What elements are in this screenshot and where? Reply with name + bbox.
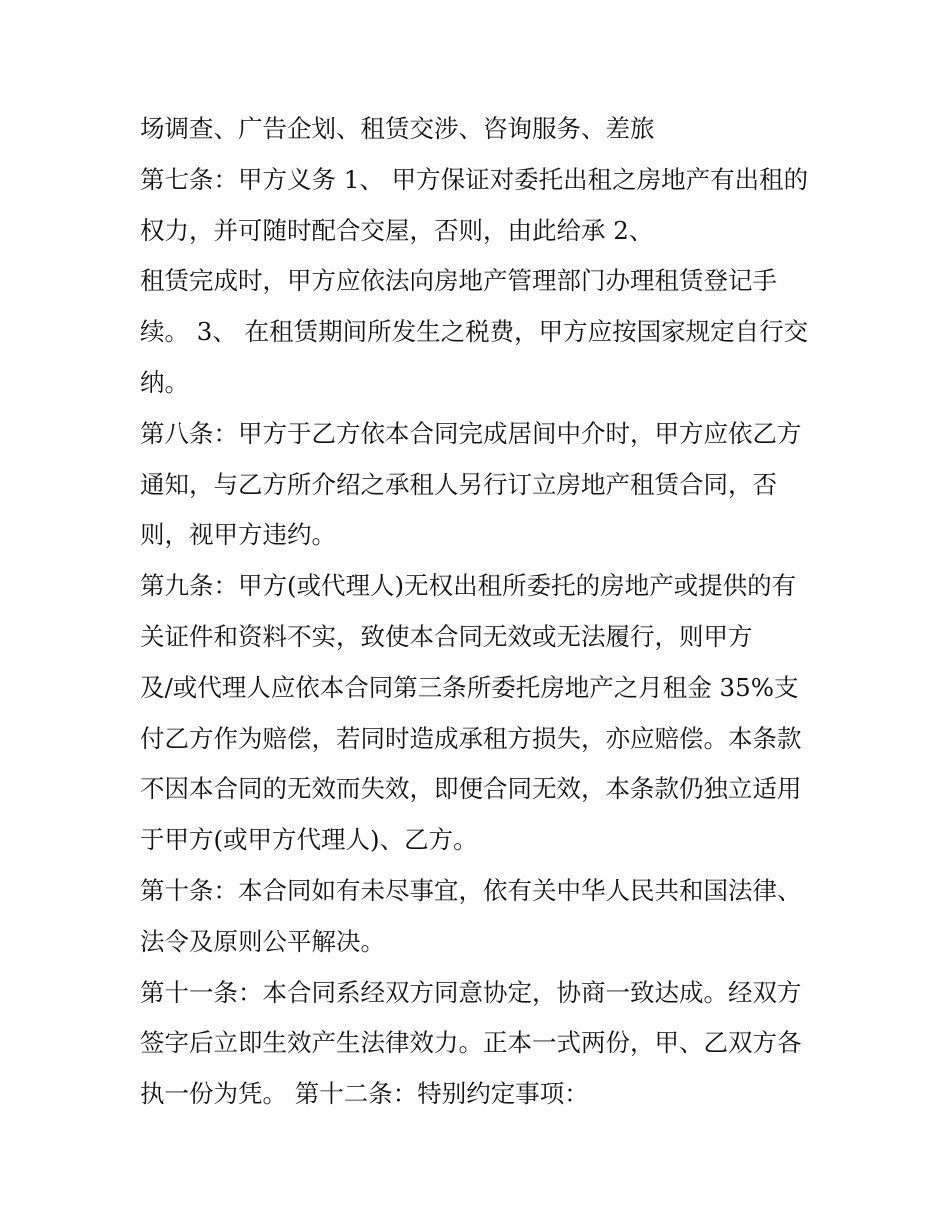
text-line: 第九条：甲方(或代理人)无权出租所委托的房地产或提供的有 (140, 571, 797, 601)
text-line: 不因本合同的无效而失效，即便合同无效，本条款仍独立适用 (140, 774, 802, 804)
text-line: 第八条：甲方于乙方依本合同完成居间中介时，甲方应依乙方 (140, 418, 802, 448)
text-line: 则，视甲方违约。 (140, 520, 336, 550)
text-line: 第十一条：本合同系经双方同意协定，协商一致达成。经双方 (140, 977, 802, 1007)
text-line: 租赁完成时，甲方应依法向房地产管理部门办理租赁登记手 (140, 266, 777, 296)
text-line: 续。 3、 在租赁期间所发生之税费，甲方应按国家规定自行交 (140, 317, 809, 347)
text-line: 签字后立即生效产生法律效力。正本一式两份，甲、乙双方各 (140, 1028, 802, 1058)
text-line: 第七条：甲方义务 1、 甲方保证对委托出租之房地产有出租的 (140, 164, 809, 194)
text-line: 法令及原则公平解决。 (140, 926, 385, 956)
text-line: 付乙方作为赔偿，若同时造成承租方损失，亦应赔偿。本条款 (140, 723, 802, 753)
text-line: 权力，并可随时配合交屋，否则，由此给承 2、 (140, 215, 654, 245)
text-line: 关证件和资料不实，致使本合同无效或无法履行，则甲方 (140, 621, 753, 651)
text-line: 第十条：本合同如有未尽事宜，依有关中华人民共和国法律、 (140, 875, 802, 905)
text-line: 纳。 (140, 367, 189, 397)
text-line: 场调查、广告企划、租赁交涉、咨询服务、差旅 (140, 114, 655, 143)
text-line: 通知，与乙方所介绍之承租人另行订立房地产租赁合同，否 (140, 469, 777, 499)
contract-text (140, 104, 820, 1120)
text-line: 及/或代理人应依本合同第三条所委托房地产之月租金 35%支 (140, 672, 799, 702)
text-line: 执一份为凭。 第十二条：特别约定事项： (140, 1079, 589, 1109)
text-line: 于甲方(或甲方代理人)、乙方。 (140, 825, 478, 855)
